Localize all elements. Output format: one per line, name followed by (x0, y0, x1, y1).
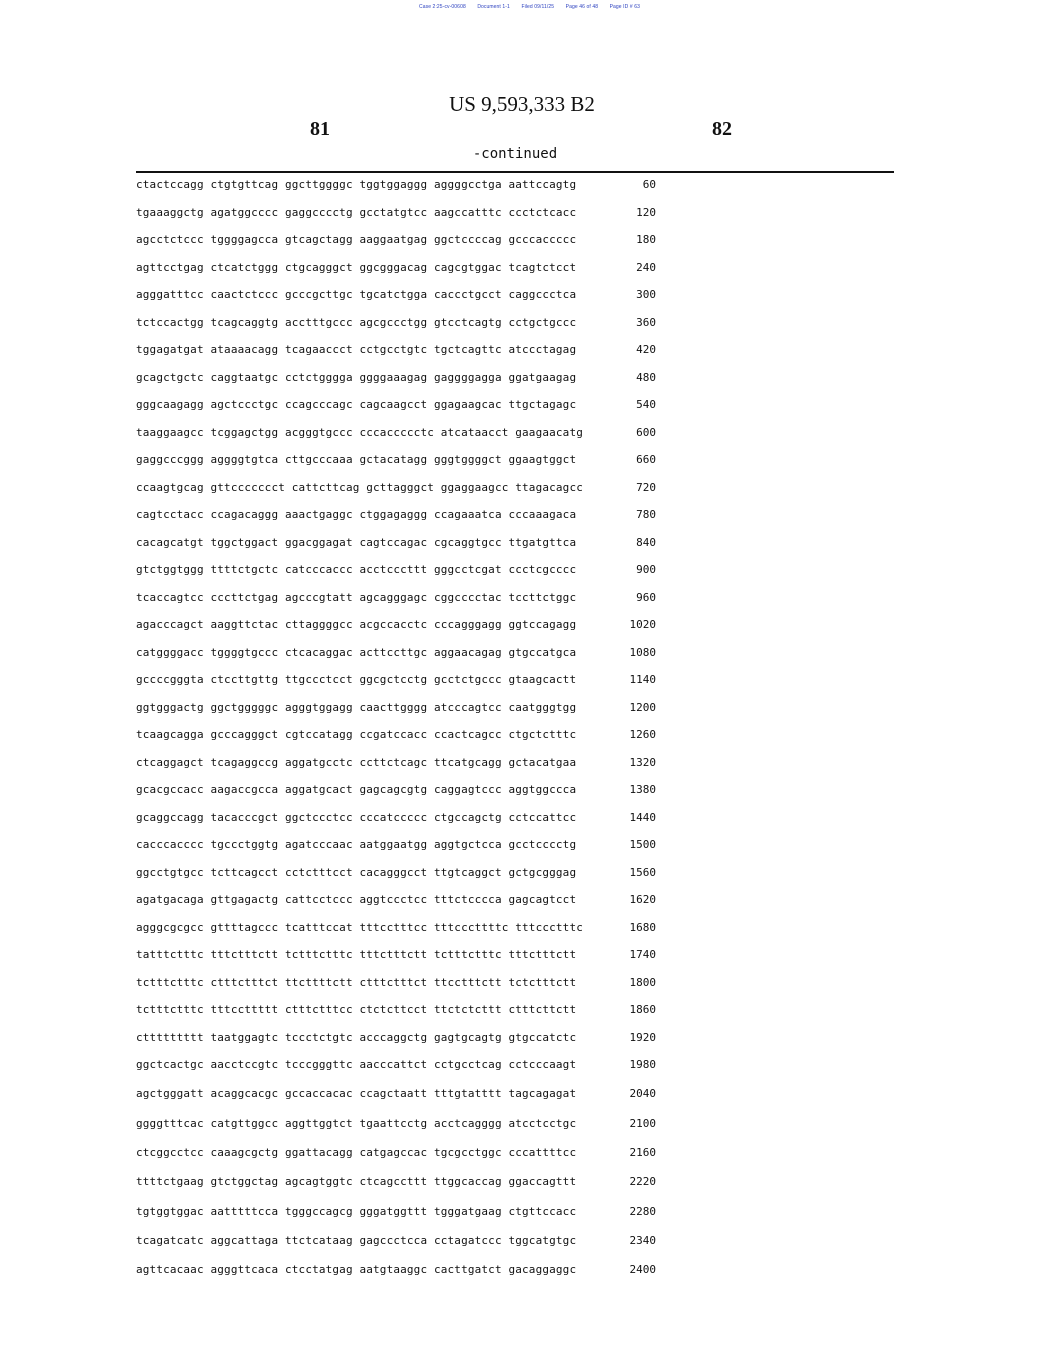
sequence-position: 2100 (629, 1116, 656, 1130)
sequence-position: 1260 (629, 728, 656, 741)
sequence-row (136, 536, 676, 552)
sequence-row (136, 1003, 676, 1019)
sequence-text: tcagatcatc aggcattaga ttctcataag gagccctcca cctagatccc tggcatgtgc (136, 1234, 577, 1248)
sequence-row (136, 288, 676, 304)
sequence-text: tctttctttc ctttctttct ttcttttctt ctttctttct ttcctttctt tctctttctt (136, 975, 577, 989)
sequence-position: 900 (636, 563, 656, 576)
horizontal-rule (136, 171, 894, 173)
filed-date: Filed 09/11/25 (521, 4, 555, 10)
sequence-text: agatgacaga gttgagactg cattcctccc aggtccctcc tttctcccca gagcagtcct (136, 893, 577, 906)
sequence-row (136, 178, 676, 194)
sequence-row (136, 976, 676, 992)
sequence-position: 1080 (629, 645, 656, 659)
sequence-text: cacccacccc tgccctggtg agatcccaac aatggaatgg aggtgctcca gcctcccctg (136, 838, 577, 851)
sequence-text: tcaccagtcc cccttctgag agcccgtatt agcagggagc cggcccctac tccttctggc (136, 590, 577, 604)
sequence-text: ctactccagg ctgtgttcag ggcttggggc tggtggaggg aggggcctga aattccagtg (136, 178, 577, 191)
sequence-position: 360 (636, 315, 656, 329)
sequence-text: agttcctgag ctcatctggg ctgcagggct ggcgggacag cagcgtggac tcagtctcct (136, 260, 577, 274)
sequence-text: gcaggccagg tacacccgct ggctccctcc cccatccccc ctgccagctg cctccattcc (136, 810, 577, 824)
sequence-position: 420 (636, 343, 656, 356)
sequence-row (136, 481, 676, 497)
sequence-row (136, 1205, 676, 1221)
sequence-text: tctttctttc tttccttttt ctttctttcc ctctcttcct ttctctcttt ctttcttctt (136, 1003, 577, 1016)
sequence-position: 660 (636, 453, 656, 466)
sequence-text: agttcacaac agggttcaca ctcctatgag aatgtaaggc cacttgatct gacaggaggc (136, 1263, 577, 1277)
sequence-row (136, 701, 676, 717)
sequence-position: 1980 (629, 1058, 656, 1071)
sequence-position: 1920 (629, 1030, 656, 1044)
sequence-position: 1200 (629, 700, 656, 714)
sequence-row (136, 1234, 676, 1250)
page-id: Page ID # 63 (609, 4, 640, 10)
sequence-text: tgtggtggac aatttttcca tgggccagcg gggatggttt tgggatgaag ctgttccacc (136, 1204, 577, 1218)
sequence-text: ctcaggagct tcagaggccg aggatgcctc ccttctcagc ttcatgcagg gctacatgaa (136, 755, 577, 769)
sequence-row (136, 893, 676, 909)
sequence-position: 1440 (629, 810, 656, 824)
sequence-position: 1860 (629, 1003, 656, 1016)
sequence-row (136, 591, 676, 607)
sequence-text: tggagatgat ataaaacagg tcagaaccct cctgcctgtc tgctcagttc atccctagag (136, 343, 577, 356)
sequence-text: agggatttcc caactctccc gcccgcttgc tgcatctgga caccctgcct caggccctca (136, 288, 577, 301)
sequence-position: 1740 (629, 948, 656, 961)
sequence-row (136, 756, 676, 772)
sequence-row (136, 1146, 676, 1162)
sequence-text: catggggacc tggggtgccc ctcacaggac acttccttgc aggaacagag gtgccatgca (136, 645, 577, 659)
sequence-text: gcacgccacc aagaccgcca aggatgcact gagcagcgtg caggagtccc aggtggccca (136, 783, 577, 796)
sequence-position: 780 (636, 508, 656, 521)
sequence-text: ttttctgaag gtctggctag agcagtggtc ctcagccttt ttggcaccag ggaccagttt (136, 1175, 577, 1189)
sequence-position: 1800 (629, 975, 656, 989)
sequence-text: ctcggcctcc caaagcgctg ggattacagg catgagccac tgcgcctggc cccattttcc (136, 1146, 577, 1160)
sequence-text: tgaaaggctg agatggcccc gaggcccctg gcctatgtcc aagccatttc ccctctcacc (136, 205, 577, 219)
sequence-text: gaggcccggg aggggtgtca cttgcccaaa gctacatagg gggtggggct ggaagtggct (136, 453, 577, 466)
sequence-text: cttttttttt taatggagtc tccctctgtc acccaggctg gagtgcagtg gtgccatctc (136, 1030, 577, 1044)
sequence-position: 1020 (629, 618, 656, 631)
sequence-position: 180 (636, 233, 656, 246)
sequence-row (136, 783, 676, 799)
sequence-position: 2280 (629, 1204, 656, 1218)
document-number: Document 1-1 (477, 4, 510, 10)
sequence-row (136, 811, 676, 827)
sequence-row (136, 206, 676, 222)
sequence-text: gcagctgctc caggtaatgc cctctgggga ggggaaagag gaggggagga ggatgaagag (136, 370, 577, 384)
patent-number: US 9,593,333 B2 (449, 92, 595, 116)
sequence-position: 2220 (629, 1175, 656, 1189)
sequence-row (136, 1031, 676, 1047)
sequence-text: ggcctgtgcc tcttcagcct cctctttcct cacagggcct ttgtcaggct gctgcgggag (136, 865, 577, 879)
sequence-row (136, 948, 676, 964)
sequence-text: taaggaagcc tcggagctgg acgggtgccc cccaccccctc atcataacct gaagaacatg (136, 425, 583, 439)
sequence-row (136, 508, 676, 524)
sequence-position: 1380 (629, 783, 656, 796)
sequence-position: 1560 (629, 865, 656, 879)
sequence-text: ggggtttcac catgttggcc aggttggtct tgaattcctg acctcagggg atcctcctgc (136, 1116, 577, 1130)
sequence-row (136, 563, 676, 579)
sequence-row (136, 1087, 676, 1103)
sequence-text: ggtgggactg ggctgggggc agggtggagg caacttgggg atcccagtcc caatgggtgg (136, 700, 577, 714)
sequence-text: agggcgcgcc gttttagccc tcatttccat tttcctttcc tttcccttttc tttccctttc (136, 920, 583, 934)
sequence-row (136, 1175, 676, 1191)
continued-label: -continued (472, 146, 558, 162)
sequence-row (136, 371, 676, 387)
sequence-row (136, 316, 676, 332)
sequence-position: 1620 (629, 893, 656, 906)
page-count: Page 46 of 48 (565, 4, 599, 10)
sequence-position: 2040 (629, 1087, 656, 1101)
sequence-text: tcaagcagga gcccagggct cgtccatagg ccgatccacc ccactcagcc ctgctctttc (136, 728, 577, 741)
sequence-position: 2340 (629, 1234, 656, 1248)
sequence-row (136, 261, 676, 277)
sequence-position: 1500 (629, 838, 656, 851)
sequence-text: tatttctttc tttctttctt tctttctttc tttctttctt tctttctttc tttctttctt (136, 948, 577, 961)
sequence-row (136, 1263, 676, 1279)
sequence-text: gtctggtggg ttttctgctc catcccaccc acctcccttt gggcctcgat ccctcgcccc (136, 563, 577, 576)
sequence-position: 720 (636, 480, 656, 494)
sequence-row (136, 398, 676, 414)
sequence-row (136, 343, 676, 359)
sequence-position: 2160 (629, 1146, 656, 1160)
sequence-text: gccccgggta ctccttgttg ttgccctcct ggcgctcctg gcctctgccc gtaagcactt (136, 673, 577, 686)
sequence-row (136, 838, 676, 854)
sequence-position: 480 (636, 370, 656, 384)
sequence-text: ccaagtgcag gttccccccct cattcttcag gcttagggct ggaggaagcc ttagacagcc (136, 480, 583, 494)
sequence-text: cacagcatgt tggctggact ggacggagat cagtccagac cgcaggtgcc ttgatgttca (136, 535, 577, 549)
sequence-text: ggctcactgc aacctccgtc tcccgggttc aacccattct cctgcctcag cctcccaagt (136, 1058, 577, 1071)
sequence-row (136, 233, 676, 249)
sequence-row (136, 1117, 676, 1133)
sequence-position: 120 (636, 205, 656, 219)
sequence-position: 600 (636, 425, 656, 439)
sequence-row (136, 646, 676, 662)
column-number-left: 81 (310, 118, 330, 140)
sequence-row (136, 728, 676, 744)
sequence-position: 840 (636, 535, 656, 549)
court-filing-header (0, 4, 1059, 10)
sequence-text: tctccactgg tcagcaggtg acctttgccc agcgccctgg gtcctcagtg cctgctgccc (136, 315, 577, 329)
sequence-row (136, 1058, 676, 1074)
sequence-row (136, 426, 676, 442)
sequence-text: gggcaagagg agctccctgc ccagcccagc cagcaagcct ggagaagcac ttgctagagc (136, 398, 577, 411)
sequence-row (136, 921, 676, 937)
sequence-text: agctgggatt acaggcacgc gccaccacac ccagctaatt tttgtatttt tagcagagat (136, 1087, 577, 1101)
sequence-row (136, 866, 676, 882)
sequence-row (136, 453, 676, 469)
sequence-text: agacccagct aaggttctac cttaggggcc acgccacctc cccagggagg ggtccagagg (136, 618, 577, 631)
sequence-position: 300 (636, 288, 656, 301)
sequence-position: 240 (636, 260, 656, 274)
sequence-position: 960 (636, 590, 656, 604)
sequence-position: 1140 (629, 673, 656, 686)
case-number: Case 2:25-cv-00608 (419, 4, 466, 10)
sequence-position: 1320 (629, 755, 656, 769)
sequence-row (136, 673, 676, 689)
sequence-position: 60 (642, 178, 656, 191)
sequence-row (136, 618, 676, 634)
sequence-position: 540 (636, 398, 656, 411)
column-number-right: 82 (712, 118, 732, 140)
sequence-position: 1680 (629, 920, 656, 934)
sequence-text: agcctctccc tggggagcca gtcagctagg aaggaatgag ggctccccag gcccaccccc (136, 233, 577, 246)
sequence-position: 2400 (629, 1263, 656, 1277)
sequence-text: cagtcctacc ccagacaggg aaactgaggc ctggagaggg ccagaaatca cccaaagaca (136, 508, 577, 521)
